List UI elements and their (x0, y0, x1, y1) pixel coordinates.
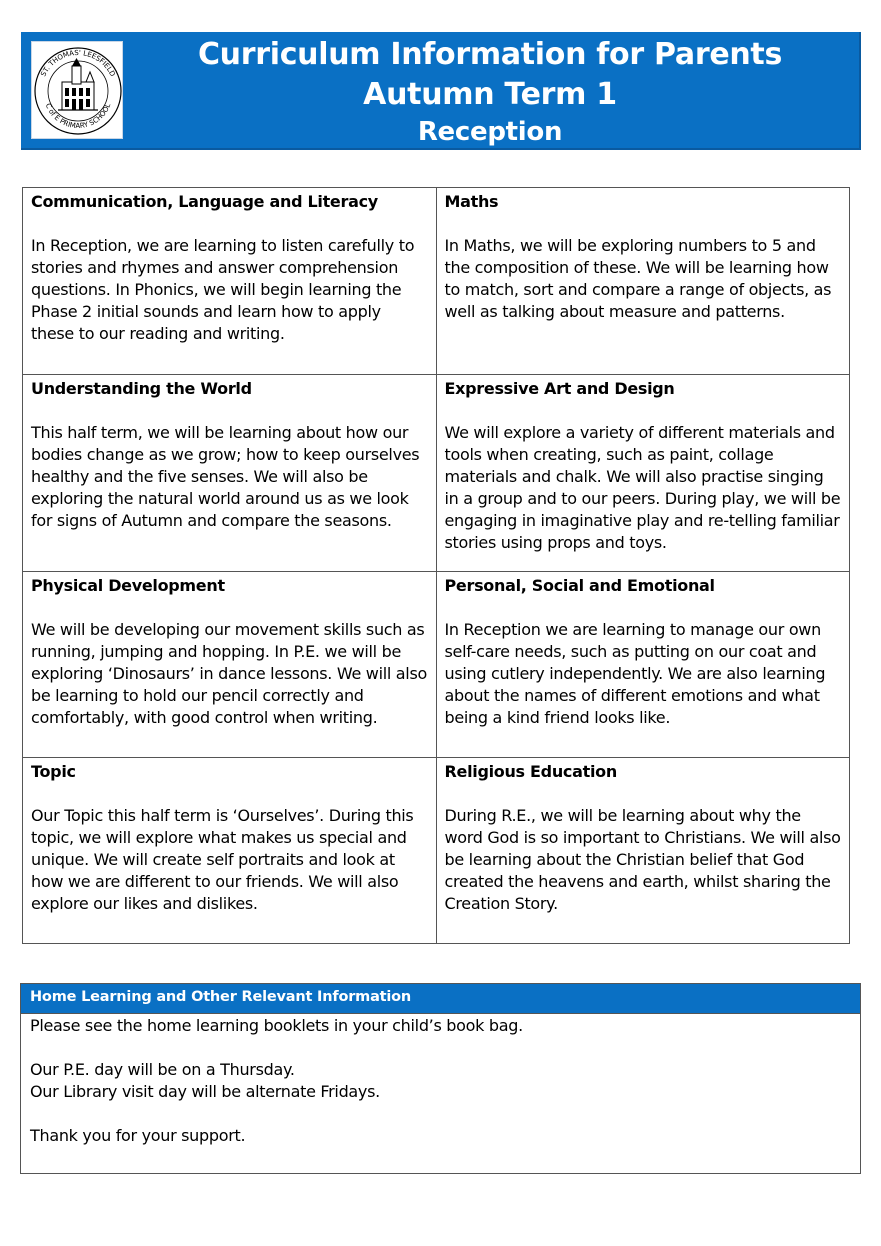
subject-description: In Maths, we will be exploring numbers to 5 and the composition of these. We will be learning how to match, sort and compare a range of objects, as well as talking about measure and patterns. (444, 236, 832, 321)
header-titles (121, 32, 859, 150)
pe-day-line: Our P.E. day will be on a Thursday. (30, 1060, 295, 1079)
subject-description: This half term, we will be learning about how our bodies change as we grow; how to keep ourselves healthy and the five senses. We will also be exploring the natural world around us as we look for signs of Autumn and compare the seasons. (31, 423, 420, 530)
subject-title: Topic (31, 762, 76, 781)
subject-title: Expressive Art and Design (444, 379, 675, 398)
subject-title: Maths (444, 192, 499, 211)
curriculum-table (22, 187, 850, 944)
page-title: Curriculum Information for Parents (197, 37, 783, 72)
subject-cell-physical (23, 572, 437, 758)
subject-cell-communication (23, 188, 437, 375)
table-row (23, 758, 850, 944)
subject-description: We will be developing our movement skills such as running, jumping and hopping. In P.E. we will be exploring ‘Dinosaurs’ in dance lessons. We will also be learning to hold our pencil correctly and comfortably, with good control when writing. (31, 620, 427, 727)
spacer (30, 1103, 851, 1125)
subject-description: In Reception we are learning to manage our own self-care needs, such as putting on our coat and using cutlery independently. We are also learning about the names of different emotions and what being a kind friend looks like. (444, 620, 826, 727)
subject-cell-personal-social (436, 572, 850, 758)
subject-cell-religious-education (436, 758, 850, 944)
library-day-line: Our Library visit day will be alternate Fridays. (30, 1082, 380, 1101)
school-crest-icon (32, 42, 124, 140)
subject-description: In Reception, we are learning to listen carefully to stories and rhymes and answer comprehension questions. In Phonics, we will begin learning the Phase 2 initial sounds and learn how to apply these to our reading and writing. (31, 236, 415, 343)
subject-title: Understanding the World (31, 379, 252, 398)
subject-description: During R.E., we will be learning about why the word God is so important to Christians. We will also be learning about the Christian belief that God created the heavens and earth, whilst sharing the Creation Story. (444, 806, 841, 913)
year-group-title: Reception (417, 117, 563, 147)
subject-cell-understanding-world (23, 375, 437, 572)
table-row (23, 188, 850, 375)
term-title: Autumn Term 1 (363, 77, 617, 112)
table-row (23, 375, 850, 572)
subject-description: Our Topic this half term is ‘Ourselves’. During this topic, we will explore what makes us special and unique. We will create self portraits and look at how we are different to our friends. We will also explore our likes and dislikes. (31, 806, 414, 913)
subject-title: Communication, Language and Literacy (31, 192, 378, 211)
table-row (23, 572, 850, 758)
svg-text:C of E PRIMARY SCHOOL: C of E PRIMARY SCHOOL (43, 102, 113, 131)
home-learning-line: Please see the home learning booklets in your child’s book bag. (30, 1016, 523, 1035)
home-learning-body (21, 1014, 860, 1147)
home-learning-heading: Home Learning and Other Relevant Information (21, 984, 860, 1014)
subject-title: Religious Education (444, 762, 617, 781)
page-header (21, 32, 861, 150)
subject-title: Physical Development (31, 576, 225, 595)
svg-text:ST. THOMAS' LEESFIELD: ST. THOMAS' LEESFIELD (39, 48, 117, 78)
thank-you-line: Thank you for your support. (30, 1126, 246, 1145)
spacer (30, 1037, 851, 1059)
subject-cell-maths (436, 188, 850, 375)
subject-cell-expressive-art (436, 375, 850, 572)
subject-cell-topic (23, 758, 437, 944)
home-learning-box (20, 983, 861, 1174)
subject-title: Personal, Social and Emotional (444, 576, 715, 595)
school-logo (31, 41, 123, 139)
subject-description: We will explore a variety of different materials and tools when creating, such as paint, collage materials and chalk. We will also practise singing in a group and to our peers. During play, we will be engaging in imaginative play and re-telling familiar stories using props and toys. (444, 423, 841, 552)
